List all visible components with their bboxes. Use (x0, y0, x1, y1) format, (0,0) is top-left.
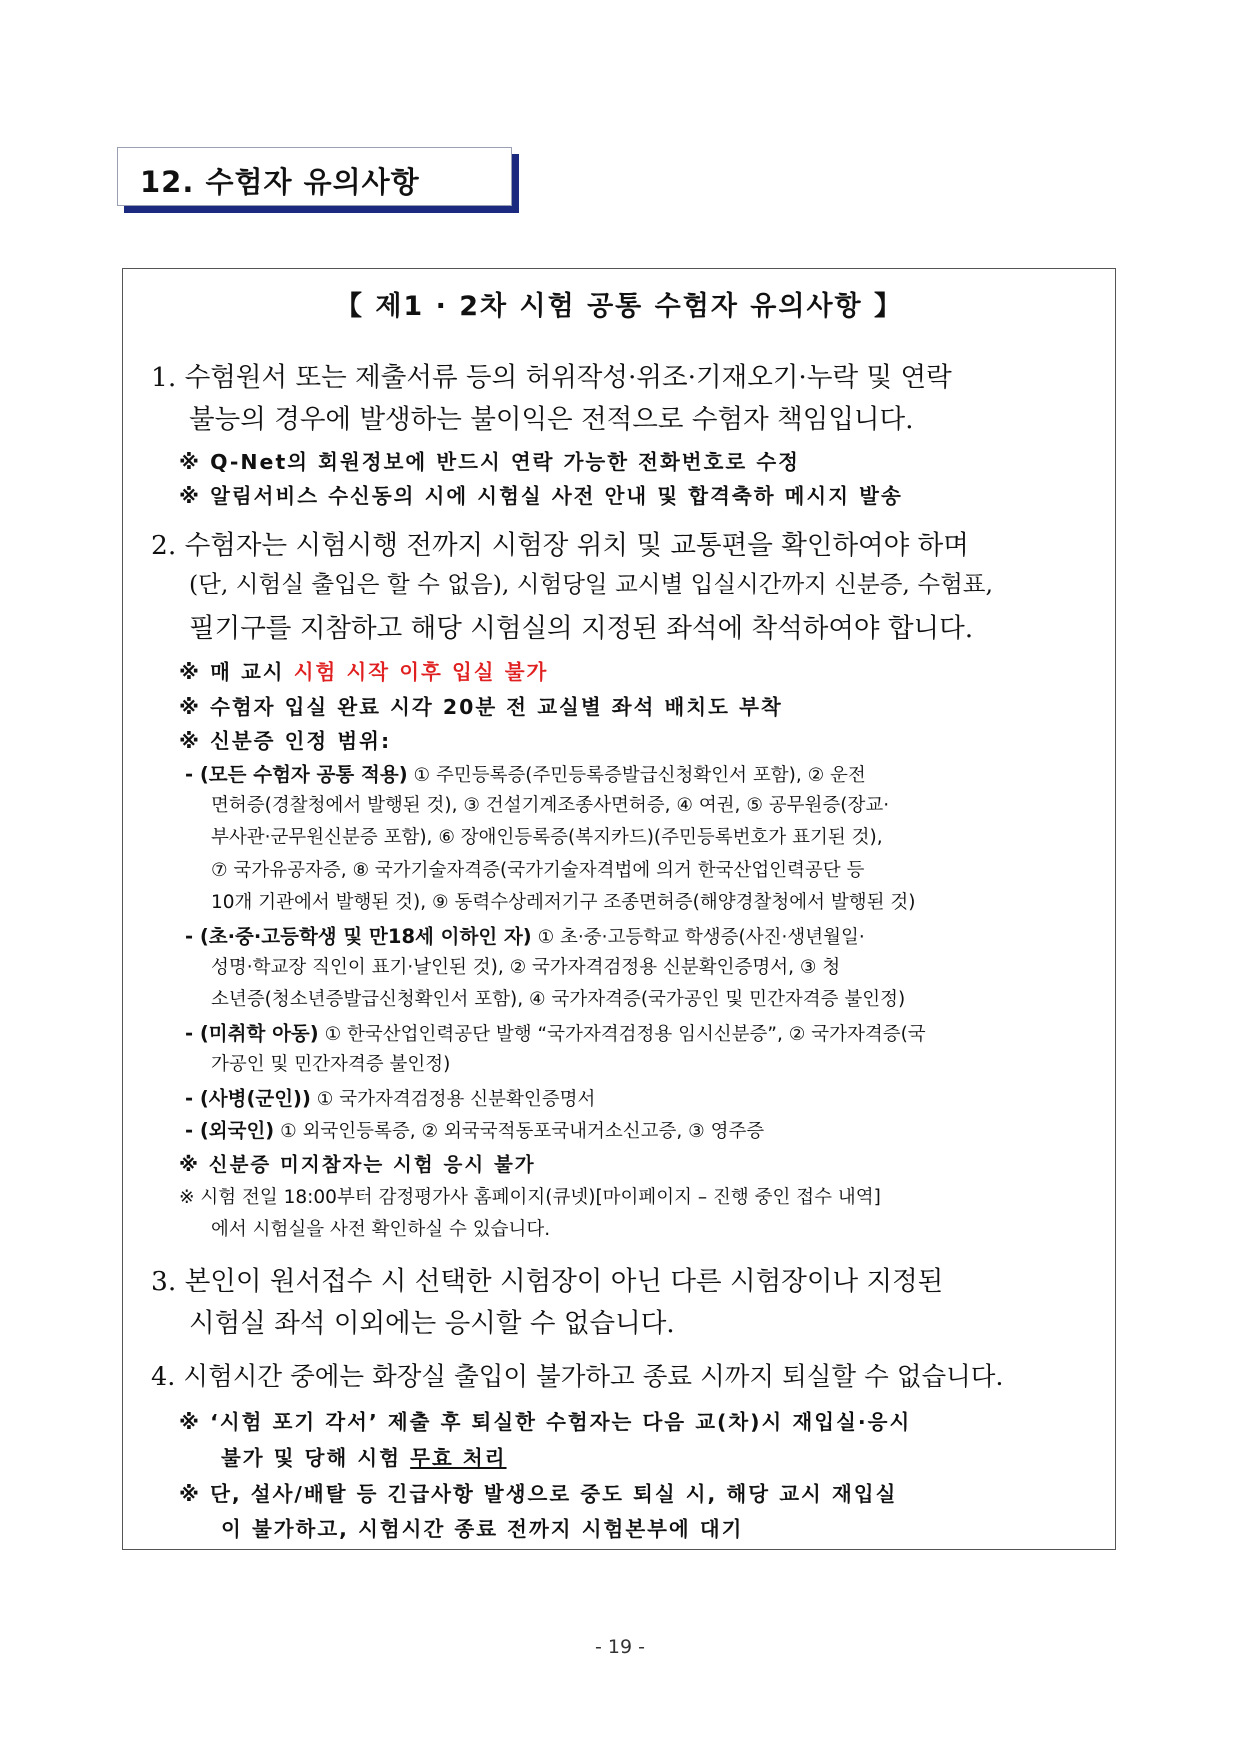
id-soldier-text: ① 국가자격검정용 신분확인증명서 (310, 1089, 596, 1110)
notice-box (122, 268, 1116, 1550)
id-child-line1 (185, 1018, 926, 1046)
id-all-line2: 면허증(경찰청에서 발행된 것), ③ 건설기계조종사면허증, ④ 여권, ⑤ 공무원증(장교· (211, 795, 890, 816)
item4-note2-line2: 이 불가하고, 시험시간 종료 전까지 시험본부에 대기 (221, 1517, 744, 1541)
item2-note3: ※ 신분증 인정 범위: (179, 729, 392, 753)
item4-note1-text: 불가 및 당해 시험 (221, 1446, 411, 1470)
id-student-line1 (185, 921, 865, 949)
item3-line1: 3. 본인이 원서접수 시 선택한 시험장이 아닌 다른 시험장이나 지정된 (151, 1266, 944, 1297)
item4-note1-line1: ※ ‘시험 포기 각서’ 제출 후 퇴실한 수험자는 다음 교(차)시 재입실·응시 (179, 1410, 912, 1434)
item4-note1-line2 (221, 1441, 507, 1471)
id-student-line2: 성명·학교장 직인이 표기·날인된 것), ② 국가자격검정용 신분확인증명서, ③ 청 (211, 957, 841, 978)
item2-note5-line1: ※ 시험 전일 18:00부터 감정평가사 홈페이지(큐넷)[마이페이지 – 진행 중인 접수 내역] (179, 1187, 881, 1208)
id-all-line5: 10개 기관에서 발행된 것), ⑨ 동력수상레저기구 조종면허증(해양경찰청에서 발행된 것) (211, 892, 916, 913)
id-child-text1: ① 한국산업인력공단 발행 “국가자격검정용 임시신분증”, ② 국가자격증(국 (318, 1024, 926, 1045)
item2-line3: 필기구를 지참하고 해당 시험실의 지정된 좌석에 착석하여야 합니다. (189, 613, 974, 644)
box-heading: 【 제1 · 2차 시험 공통 수험자 유의사항 】 (334, 291, 904, 322)
item2-line2: (단, 시험실 출입은 할 수 없음), 시험당일 교시별 입실시간까지 신분증, 수험표, (189, 570, 993, 598)
id-foreign-text: ① 외국인등록증, ② 외국국적동포국내거소신고증, ③ 영주증 (274, 1121, 765, 1142)
item1-note1: ※ Q-Net의 회원정보에 반드시 연락 가능한 전화번호로 수정 (179, 450, 800, 474)
item1-note2: ※ 알림서비스 수신동의 시에 시험실 사전 안내 및 합격축하 메시지 발송 (179, 484, 903, 508)
section-title: 12. 수험자 유의사항 (140, 165, 420, 199)
id-all-line1 (185, 759, 866, 787)
id-all-text1: ① 주민등록증(주민등록증발급신청확인서 포함), ② 운전 (407, 765, 866, 786)
item1-line1: 1. 수험원서 또는 제출서류 등의 허위작성·위조·기재오기·누락 및 연락 (151, 362, 952, 393)
id-child-label: - (미취학 아동) (185, 1022, 319, 1045)
item2-note1 (179, 655, 548, 685)
id-all-line4: ⑦ 국가유공자증, ⑧ 국가기술자격증(국가기술자격법에 의거 한국산업인력공단 등 (211, 860, 865, 881)
item2-note4: ※ 신분증 미지참자는 시험 응시 불가 (179, 1153, 536, 1176)
id-soldier-line (185, 1083, 595, 1111)
item2-note1-prefix: ※ 매 교시 (179, 660, 294, 684)
item3-line2: 시험실 좌석 이외에는 응시할 수 없습니다. (189, 1308, 675, 1339)
id-foreign-line (185, 1115, 764, 1143)
item2-note1-red: 시험 시작 이후 입실 불가 (293, 660, 549, 684)
id-all-line3: 부사관·군무원신분증 포함), ⑥ 장애인등록증(복지카드)(주민등록번호가 표기된 것), (211, 827, 883, 848)
item4-note2-line1: ※ 단, 설사/배탈 등 긴급사항 발생으로 중도 퇴실 시, 해당 교시 재입실 (179, 1482, 898, 1506)
item1-line2: 불능의 경우에 발생하는 불이익은 전적으로 수험자 책임입니다. (189, 404, 914, 435)
id-soldier-label: - (사병(군인)) (185, 1087, 311, 1110)
id-student-line3: 소년증(청소년증발급신청확인서 포함), ④ 국가자격증(국가공인 및 민간자격증 불인정) (211, 989, 906, 1010)
id-child-line2: 가공인 및 민간자격증 불인정) (211, 1054, 451, 1075)
item2-note5-line2: 에서 시험실을 사전 확인하실 수 있습니다. (211, 1219, 551, 1240)
id-foreign-label: - (외국인) (185, 1119, 275, 1142)
section-title-box (117, 147, 512, 206)
item2-line1: 2. 수험자는 시험시행 전까지 시험장 위치 및 교통편을 확인하여야 하며 (151, 530, 969, 561)
id-student-label: - (초·중·고등학생 및 만18세 이하인 자) (185, 925, 532, 948)
id-all-label: - (모든 수험자 공통 적용) (185, 763, 408, 786)
id-student-text1: ① 초·중·고등학교 학생증(사진·생년월일· (531, 927, 865, 948)
item2-note2: ※ 수험자 입실 완료 시각 20분 전 교실별 좌석 배치도 부착 (179, 695, 783, 719)
item4-line1: 4. 시험시간 중에는 화장실 출입이 불가하고 종료 시까지 퇴실할 수 없습니다. (151, 1362, 1004, 1392)
item4-note1-underlined: 무효 처리 (410, 1446, 507, 1470)
page-number: - 19 - (595, 1636, 645, 1658)
